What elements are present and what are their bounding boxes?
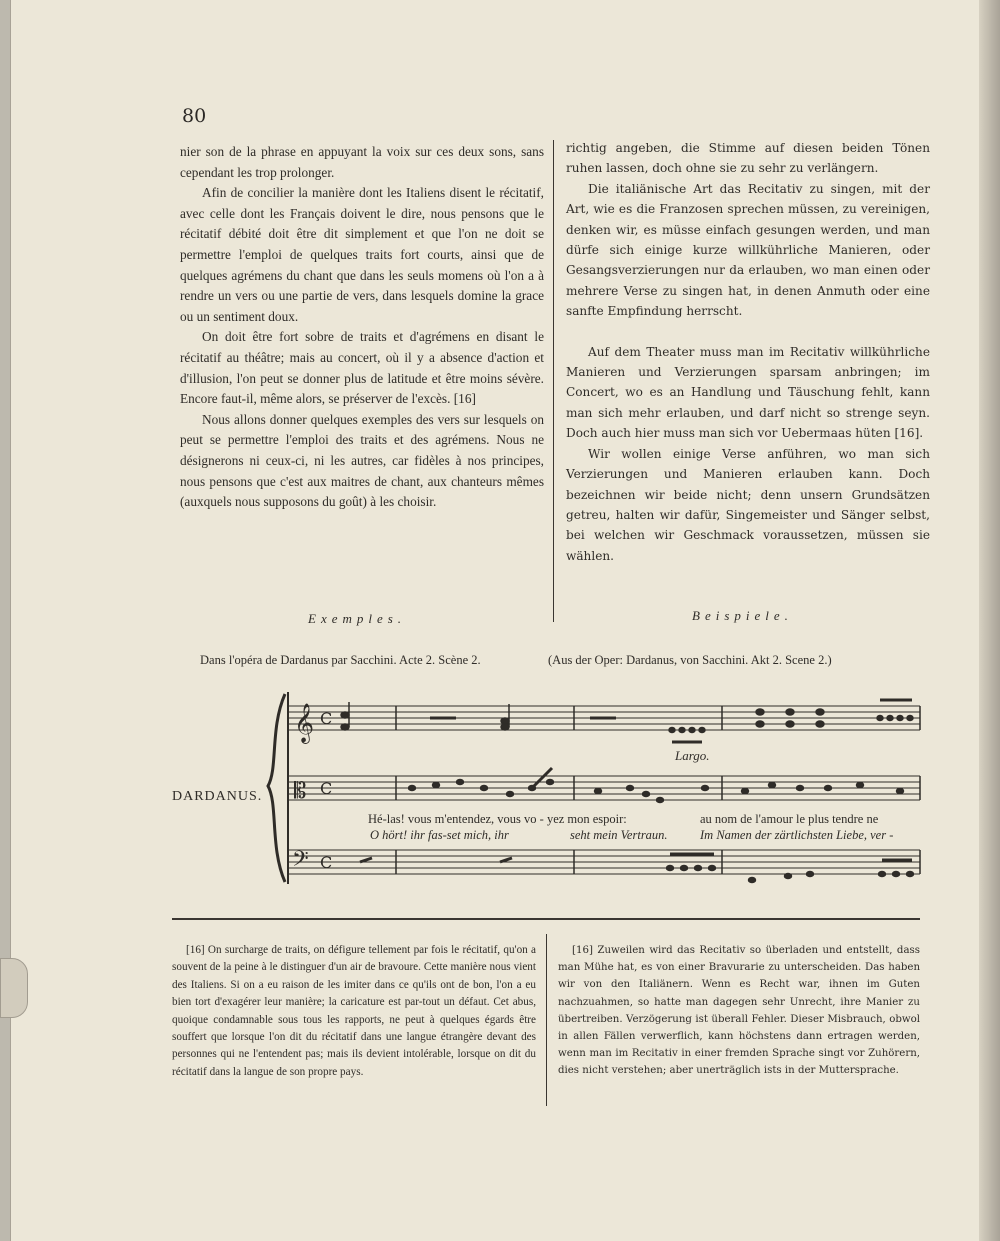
german-column — [566, 138, 930, 566]
footnote-text: [16] Zuweilen wird das Recitativ so überladen und entstellt, dass man Mühe hat, es von einer Bravurarie zu unterscheiden. Das haben wir von den Italiänern. Wenn es Recht war, ihnen im Guten nachzuahmen, so hatte man dagegen sehr Unrecht, ihre Manier zu übertreiben. Verzögerung ist überall Fehler. Dieser Misbrauch, obwol in allen Fällen verwerflich, kann höchstens dann ertragen werden, wenn man im Recitativ in einer fremden Sprache singt vor Zuhörern, dies nicht verstehen; aber unerträglich ists in der Muttersprache. — [558, 945, 920, 1077]
footnote-french — [172, 942, 536, 1081]
treble-clef: 𝄞 — [294, 703, 315, 743]
german-paragraph: richtig angeben, die Stimme auf diesen beiden Tönen ruhen lassen, doch ohne sie zu sehr zu verlängern. — [566, 141, 930, 176]
voice-notes — [409, 768, 904, 803]
lyric-german-1: O hört! ihr fas-set mich, ihr — [370, 828, 509, 842]
examples-label-german: Beispiele. — [692, 608, 793, 623]
french-paragraph: Nous allons donner quelques exemples des vers sur lesquels on peut se permettre l'emploi des traits et des agrémens. Nous ne désignerons ni ceux-ci, ni les autres, car fidèles à nos principes, nous pensons que c'est aux maitres de chant, aux chanteurs mêmes (auxquels nous supposons du goût) à les choisir. — [180, 411, 544, 510]
french-paragraph: nier son de la phrase en appuyant la voix sur ces deux sons, sans cependant les trop prolonger. — [180, 144, 544, 180]
svg-text:C: C — [320, 779, 333, 798]
score-caption-german: (Aus der Oper: Dardanus, von Sacchini. Akt 2. Scene 2.) — [548, 653, 832, 667]
tempo-marking: Largo. — [675, 748, 710, 763]
system-brace — [268, 694, 285, 882]
column-divider — [553, 140, 554, 622]
footnote-divider — [546, 934, 547, 1106]
german-paragraph: Wir wollen einige Verse anführen, wo man sich Verzierungen und Manieren erlauben kann. Doch bezeichnen wir beide nicht; denn unsern Grundsätzen getreu, halten wir dafür, Singemeister und Sänger selbst, bei welchen wir Geschmack voraussetzen, müssen sie wählen. — [566, 446, 930, 563]
svg-text:C: C — [320, 853, 333, 872]
french-paragraph: Afin de concilier la manière dont les Italiens disent le récitatif, avec celle dont les Français doivent le dire, nous pensons que le récitatif débité doit être dit simplement et que l'on ne doit se permettre l'emploi de quelques traits fort courts, ainsi que de quelques agrémens du chant que dans les seuls momens où l'on a à rendre un vers ou une partie de vers, dans lesquels domine la grace ou un sentiment doux. — [180, 185, 544, 324]
voice-name: DARDANUS. — [172, 789, 263, 804]
bar-lines — [396, 706, 920, 874]
french-paragraph: On doit être fort sobre de traits et d'agrémens en disant le récitatif au théâtre; mais au concert, où il y a absence d'action et d'illusion, l'on peut se donner plus de latitude et être moins sévère. Encore faut-il, même alors, se préserver de l'excès. [16] — [180, 329, 544, 407]
lyric-french-1: Hé-las! vous m'entendez, vous vo - yez mon espoir: — [368, 812, 627, 826]
french-column — [180, 142, 544, 513]
footnote-text: [16] On surcharge de traits, on défigure tellement par fois le récitatif, qu'on a souvent de la peine à le distinguer d'un air de bravoure. Cette manière nous vient des Italiens. Si on a eu raison de les imiter dans ce qu'ils ont de bon, l'on a eu bien tort d'exagérer leur manière; la caricature est par-tout un défaut. Cet abus, quoique condamnable sous tous les rapports, ne peut à quelques égards être souffert que lorsque l'on dit du récitatif dans une langue étrangère devant des personnes qui ne l'entendent pas; mais ils devient intolérable, lorsque on dit du récitatif dans la langue de son propre pays. — [172, 944, 536, 1078]
lyric-german-3: Im Namen der zärtlichsten Liebe, ver - — [700, 828, 894, 842]
svg-text:C: C — [320, 709, 333, 728]
examples-label-french: Exemples. — [308, 611, 407, 626]
footnote-german — [558, 942, 920, 1080]
staff-bass — [288, 850, 920, 874]
lyric-french-2: au nom de l'amour le plus tendre ne — [700, 812, 879, 826]
german-paragraph: Die italiänische Art das Recitativ zu singen, mit der Art, wie es die Franzosen sprechen müssen, zu vereinigen, denken wir, es müsse einfach gesungen werden, und man dürfe sich einige kurze willkührliche Manieren, oder Gesangsverzierungen nur da erlauben, wo man einen oder mehrere Verse zu singen hat, in denen Anmuth oder eine sanfte Empfindung herrscht. — [566, 181, 930, 319]
lyric-german-2: seht mein Vertraun. — [570, 828, 668, 842]
page-tab — [0, 958, 28, 1018]
german-paragraph: Auf dem Theater muss man im Recitativ willkührliche Manieren und Verzierungen sparsam anbringen; im Concert, wo es an Handlung und Täuschung fehlt, kann man sich mehr erlauben, und darf nicht so strenge seyn. Doch auch hier muss man sich vor Uebermaas hüten [16]. — [566, 344, 930, 441]
footnote-rule — [172, 918, 920, 920]
score-caption-french: Dans l'opéra de Dardanus par Sacchini. Acte 2. Scène 2. — [200, 653, 481, 667]
page-number: 80 — [182, 105, 207, 127]
bass-clef: 𝄢 — [292, 847, 309, 877]
alto-clef: 𝄡 — [294, 779, 307, 804]
music-score — [160, 688, 930, 888]
